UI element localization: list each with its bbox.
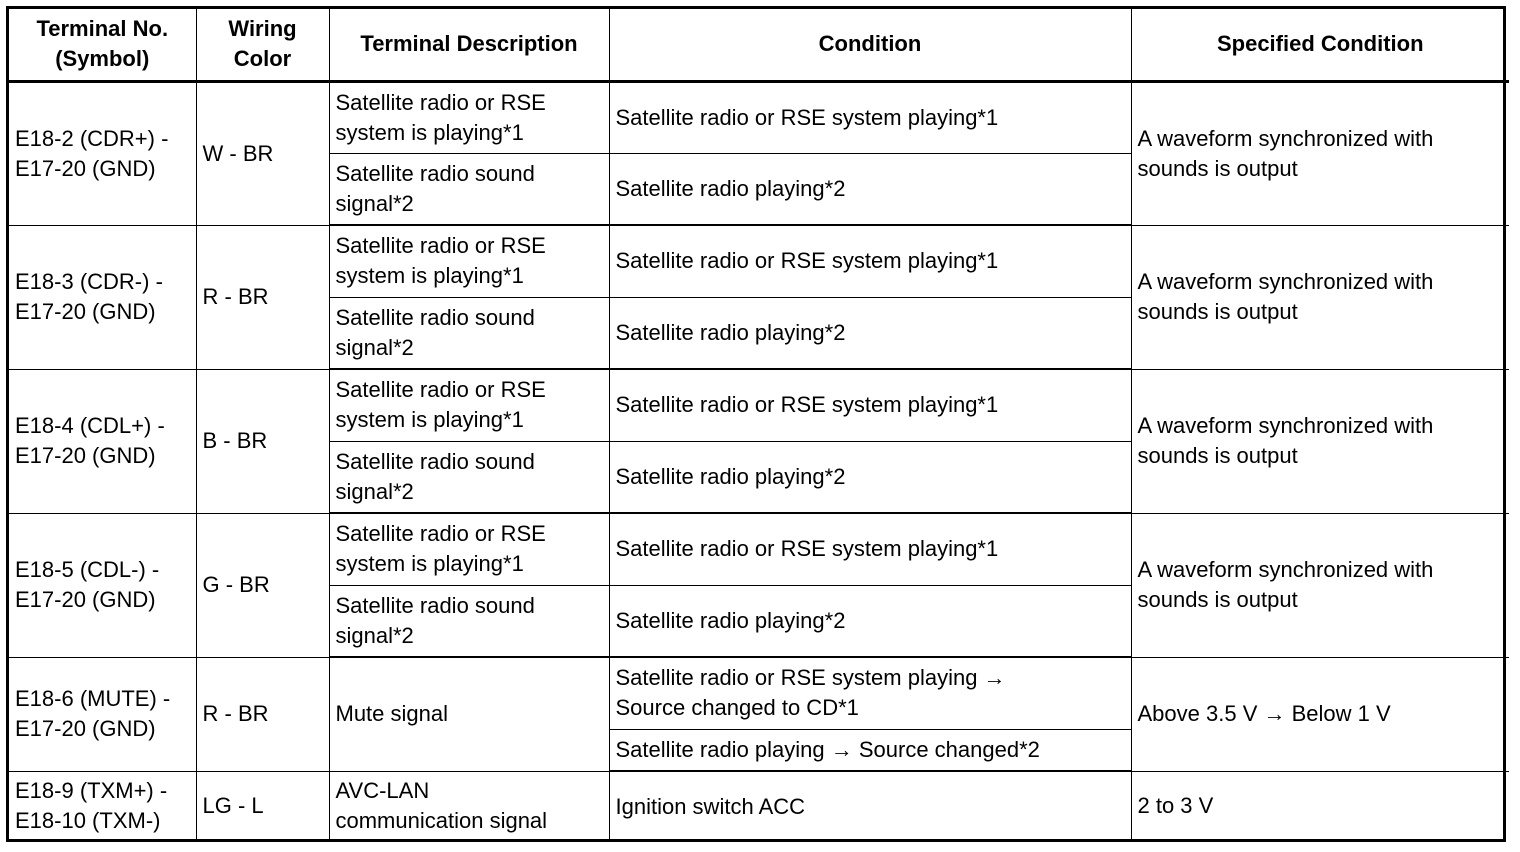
table-row (9, 513, 1509, 585)
wiring-color-cell: W - BR (196, 81, 329, 225)
condition-cell: Satellite radio playing → Source changed*2 (609, 729, 1131, 771)
condition-cell: Satellite radio or RSE system playing*1 (609, 81, 1131, 153)
wiring-color-cell: R - BR (196, 657, 329, 771)
condition-cell: Satellite radio playing*2 (609, 441, 1131, 513)
wiring-color-cell: LG - L (196, 771, 329, 841)
description-cell: Satellite radio sound signal*2 (329, 441, 609, 513)
condition-cell: Satellite radio or RSE system playing*1 (609, 513, 1131, 585)
specified-condition-cell: A waveform synchronized with sounds is output (1131, 81, 1509, 225)
condition-cell: Satellite radio playing*2 (609, 585, 1131, 657)
table-row (9, 81, 1509, 153)
header-row (9, 9, 1509, 81)
table-row (9, 369, 1509, 441)
description-cell: Satellite radio or RSE system is playing*1 (329, 513, 609, 585)
table-row (9, 225, 1509, 297)
description-cell: AVC-LAN communication signal (329, 771, 609, 841)
condition-cell: Satellite radio or RSE system playing → Source changed to CD*1 (609, 657, 1131, 729)
specified-condition-cell: A waveform synchronized with sounds is output (1131, 513, 1509, 657)
description-cell: Satellite radio sound signal*2 (329, 585, 609, 657)
condition-cell: Satellite radio playing*2 (609, 297, 1131, 369)
wiring-color-cell: R - BR (196, 225, 329, 369)
specified-condition-cell: 2 to 3 V (1131, 771, 1509, 841)
terminal-spec-sheet (6, 6, 1506, 842)
description-cell: Satellite radio or RSE system is playing*1 (329, 369, 609, 441)
description-cell: Satellite radio sound signal*2 (329, 153, 609, 225)
terminal-cell: E18-6 (MUTE) - E17-20 (GND) (9, 657, 196, 771)
wiring-color-cell: B - BR (196, 369, 329, 513)
header-condition: Condition (609, 9, 1131, 81)
terminal-cell: E18-2 (CDR+) - E17-20 (GND) (9, 81, 196, 225)
specified-condition-cell: A waveform synchronized with sounds is output (1131, 225, 1509, 369)
specified-condition-cell: A waveform synchronized with sounds is output (1131, 369, 1509, 513)
description-cell: Satellite radio sound signal*2 (329, 297, 609, 369)
condition-cell: Satellite radio or RSE system playing*1 (609, 369, 1131, 441)
condition-cell: Satellite radio or RSE system playing*1 (609, 225, 1131, 297)
header-terminal-description: Terminal Description (329, 9, 609, 81)
description-cell: Satellite radio or RSE system is playing*1 (329, 81, 609, 153)
header-wiring-color: Wiring Color (196, 9, 329, 81)
specified-condition-cell: Above 3.5 V → Below 1 V (1131, 657, 1509, 771)
header-terminal: Terminal No. (Symbol) (9, 9, 196, 81)
terminal-spec-table (9, 9, 1509, 841)
description-cell: Satellite radio or RSE system is playing*1 (329, 225, 609, 297)
wiring-color-cell: G - BR (196, 513, 329, 657)
table-row (9, 771, 1509, 841)
header-specified-condition: Specified Condition (1131, 9, 1509, 81)
terminal-cell: E18-9 (TXM+) - E18-10 (TXM-) (9, 771, 196, 841)
terminal-cell: E18-4 (CDL+) - E17-20 (GND) (9, 369, 196, 513)
terminal-cell: E18-5 (CDL-) - E17-20 (GND) (9, 513, 196, 657)
description-cell: Mute signal (329, 657, 609, 771)
condition-cell: Satellite radio playing*2 (609, 153, 1131, 225)
terminal-cell: E18-3 (CDR-) - E17-20 (GND) (9, 225, 196, 369)
table-row (9, 657, 1509, 729)
condition-cell: Ignition switch ACC (609, 771, 1131, 841)
